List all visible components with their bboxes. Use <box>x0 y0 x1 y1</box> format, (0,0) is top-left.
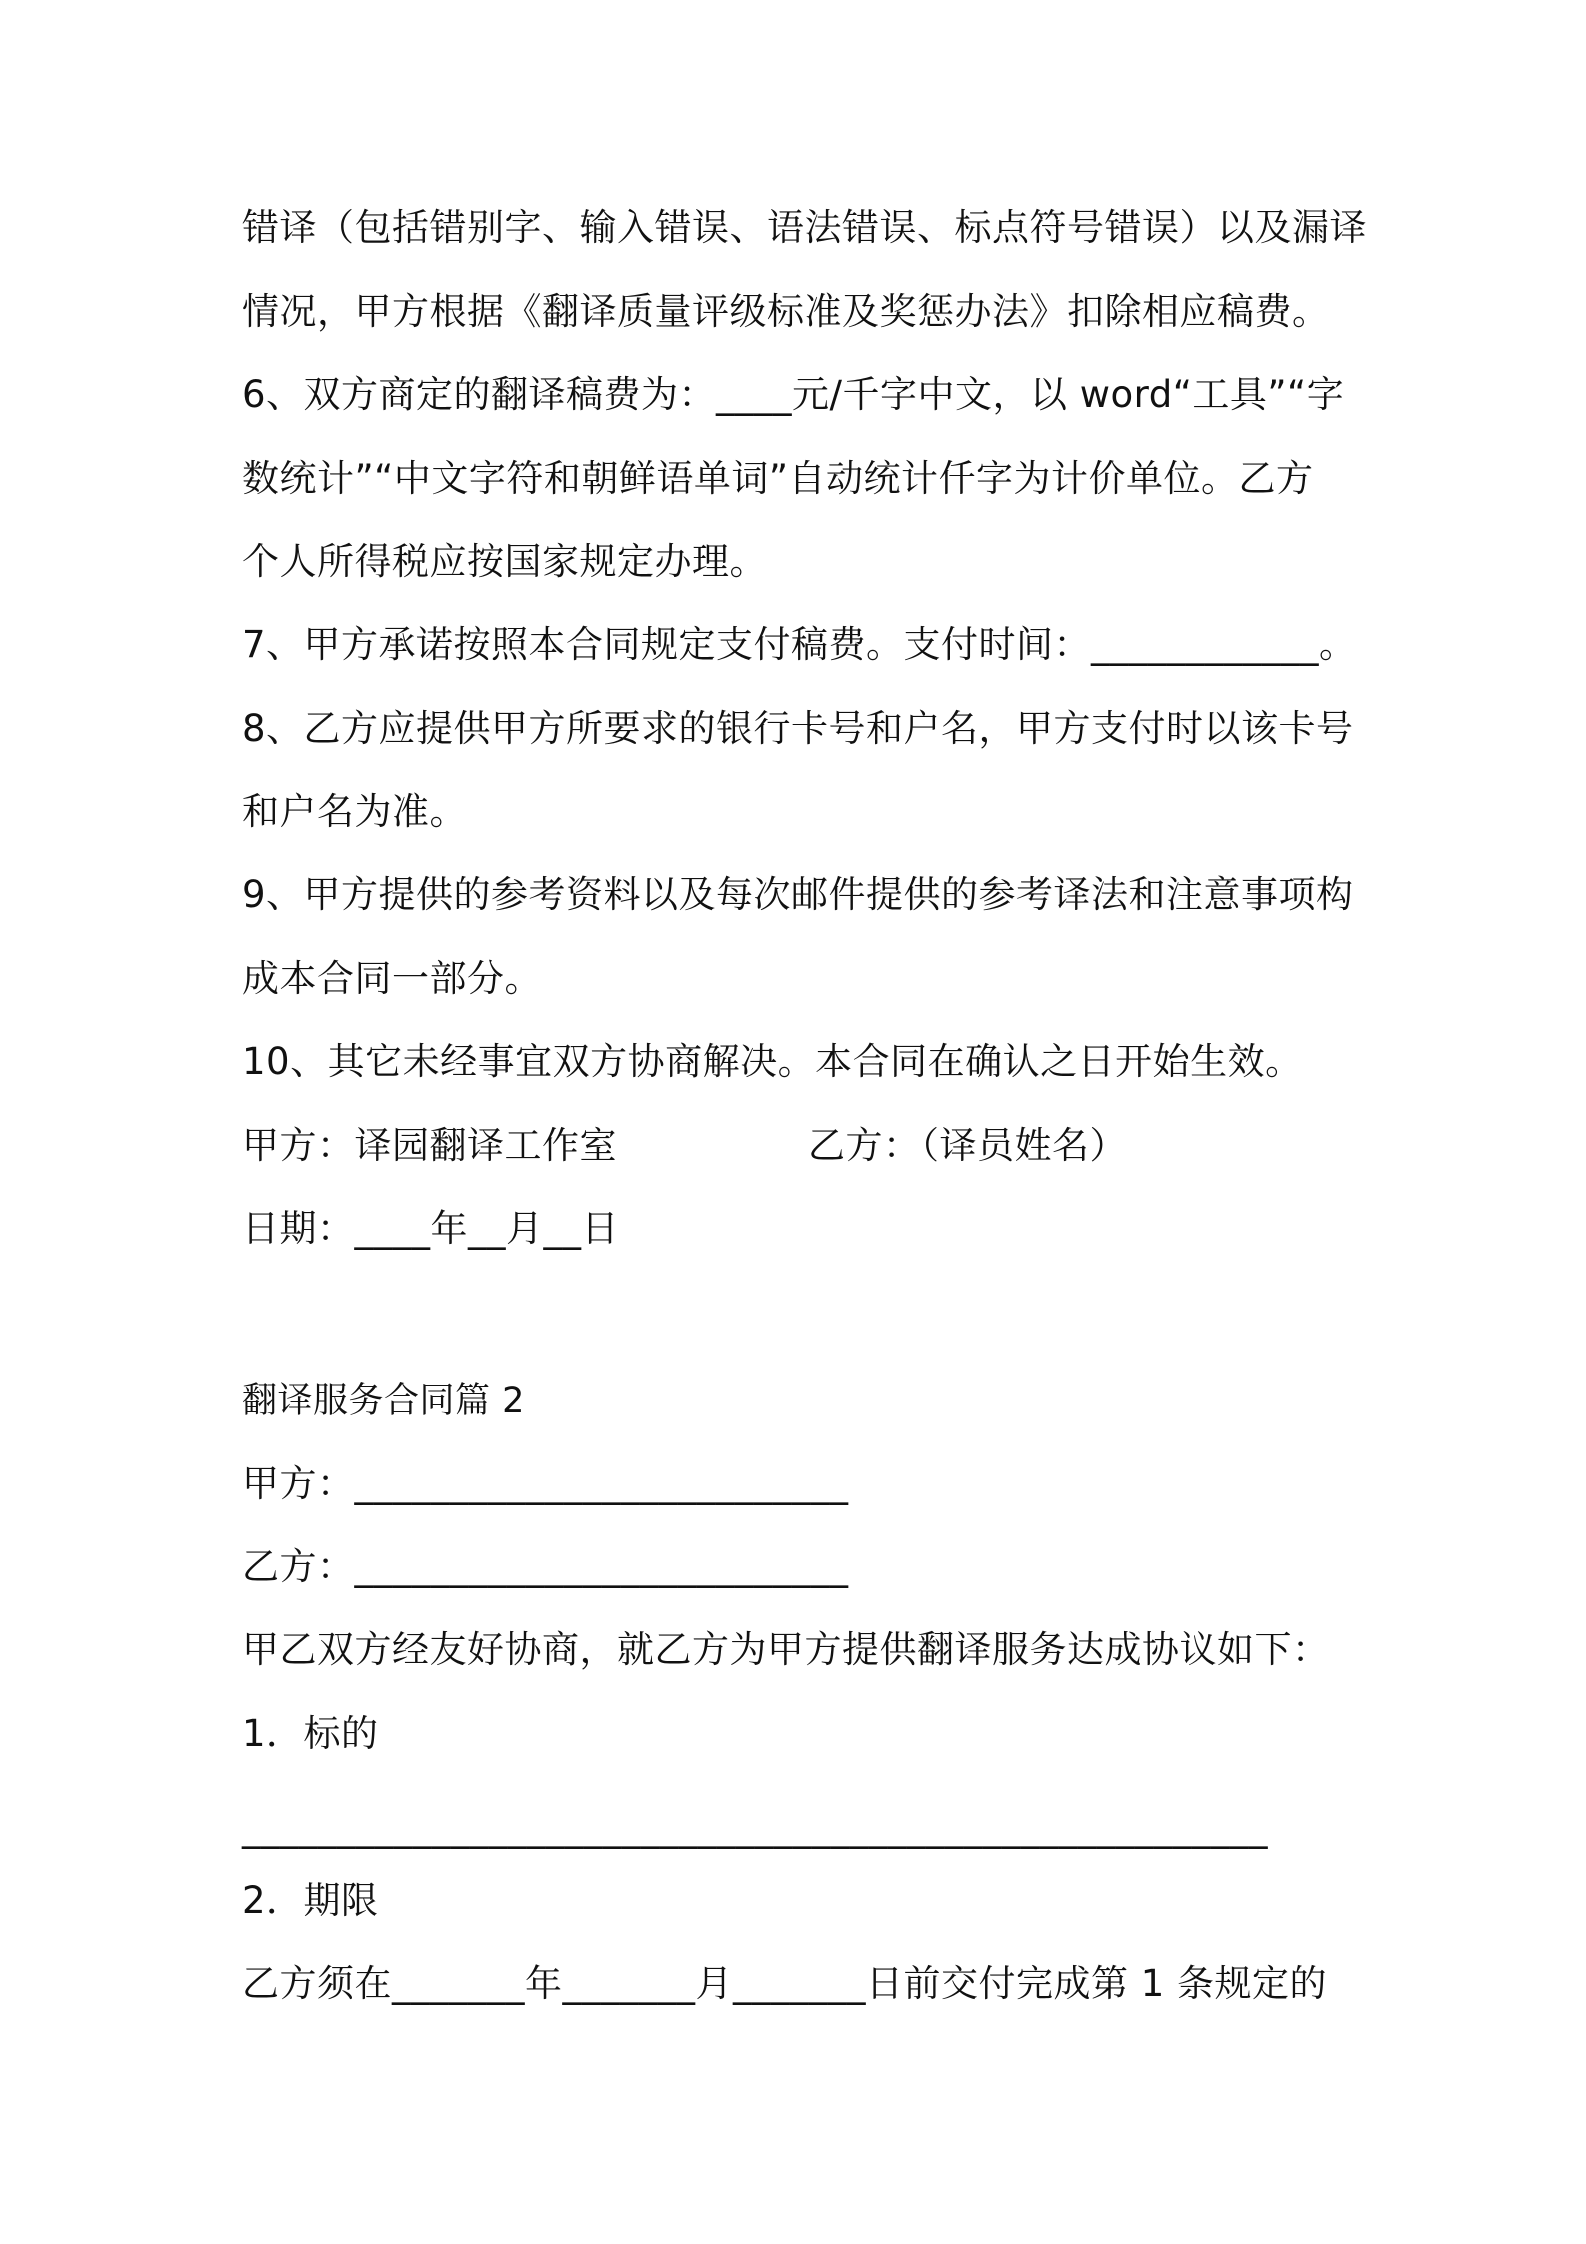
paragraph-line: 和户名为准。 <box>242 790 467 833</box>
item-subject-blank: ______________________________________________________ <box>242 1806 1268 1849</box>
signature-row <box>242 1121 617 1171</box>
paragraph-line: 情况，甲方根据《翻译质量评级标准及奖惩办法》扣除相应稿费。 <box>242 290 1330 333</box>
section-title: 翻译服务合同篇 2 <box>242 1381 525 1421</box>
item-term-heading: 2．期限 <box>242 1879 379 1922</box>
clause-8-line: 8、乙方应提供甲方所要求的银行卡号和户名，甲方支付时以该卡号 <box>242 707 1354 750</box>
clause-10-line: 10、其它未经事宜双方协商解决。本合同在确认之日开始生效。 <box>242 1040 1303 1083</box>
clause-7-line: 7、甲方承诺按照本合同规定支付稿费。支付时间：____________。 <box>242 623 1357 666</box>
paragraph-line: 个人所得税应按国家规定办理。 <box>242 540 767 583</box>
item-subject-heading: 1．标的 <box>242 1712 379 1755</box>
party-b-signature: 乙方：（译员姓名） <box>808 1124 1127 1167</box>
agreement-intro: 甲乙双方经友好协商，就乙方为甲方提供翻译服务达成协议如下： <box>242 1628 1330 1671</box>
clause-6-line: 6、双方商定的翻译稿费为：____元/千字中文，以 word“工具”“字 <box>242 373 1345 416</box>
item-term-text: 乙方须在_______年_______月_______日前交付完成第 1 条规定的 <box>242 1962 1328 2005</box>
party-a-field: 甲方：__________________________ <box>242 1462 849 1505</box>
party-a-signature: 甲方：译园翻译工作室 <box>242 1124 617 1167</box>
party-b-field: 乙方：__________________________ <box>242 1545 849 1588</box>
clause-9-line: 9、甲方提供的参考资料以及每次邮件提供的参考译法和注意事项构 <box>242 873 1354 916</box>
paragraph-line: 错译（包括错别字、输入错误、语法错误、标点符号错误）以及漏译 <box>242 206 1367 249</box>
paragraph-line: 数统计”“中文字符和朝鲜语单词”自动统计仟字为计价单位。乙方 <box>242 457 1314 500</box>
paragraph-line: 成本合同一部分。 <box>242 957 542 1000</box>
signature-date: 日期：____年__月__日 <box>242 1207 619 1250</box>
